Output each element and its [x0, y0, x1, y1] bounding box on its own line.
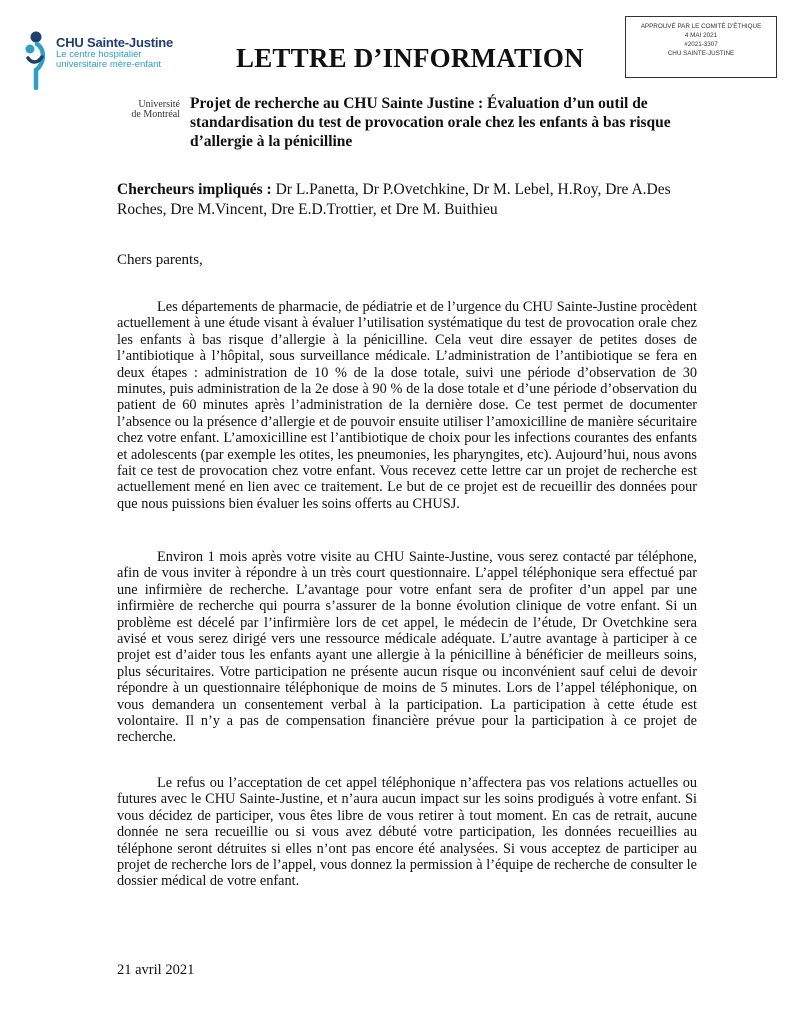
- stamp-line-institution: CHU SAINTE-JUSTINE: [667, 50, 735, 57]
- letter-paragraph-3: Le refus ou l’acceptation de cet appel téléphonique n’affectera pas vos relations actuelles ou futures avec le CHU Sainte-Justine, et n’aura aucun impact sur les soins prodigués à votre enfant. Si vous décidez de participer, vous êtes libre de vous retirer à tout moment. En cas de retrait, aucune donnée ne sera recueillie ou si vous avez débuté votre participation, les données recueillies au téléphone seront détruites si elles n’ont pas encore été analysées. Si vous acceptez de participer au projet de recherche lors de l’appel, vous donnez la permission à l’équipe de recherche de consulter le dossier médical de votre enfant.: [117, 775, 697, 890]
- letter-paragraph-2: Environ 1 mois après votre visite au CHU Sainte-Justine, vous serez contacté par téléphone, afin de vous inviter à répondre à un très court questionnaire. L’appel téléphonique sera effectué par une infirmière de recherche. L’avantage pour votre enfant sera de profiter d’un appel par une infirmière de recherche qui pourra s’assurer de la bonne évolution clinique de votre enfant. Si un problème est décelé par l’infirmière lors de cet appel, le médecin de l’étude, Dr Ovetchkine sera avisé et vous serez dirigé vers une ressource médicale adéquate. L’autre avantage à participer à ce projet est d’aider tous les enfants ayant une allergie à la pénicilline à bénéficier de meilleurs soins, plus sécuritaires. Votre participation ne présente aucun risque ou inconvénient sauf celui de devoir répondre à un questionnaire téléphonique de moins de 5 minutes. Lors de l’appel téléphonique, on vous demandera un consentement verbal à la participation. La participation à cette étude est volontaire. Il n’y a pas de compensation financière prévue pour la participation à ce projet de recherche.: [117, 549, 697, 746]
- stamp-line-approval: APPROUVÉ PAR LE COMITÉ D’ÉTHIQUE: [640, 23, 762, 30]
- letter-paragraph-1: Les départements de pharmacie, de pédiatrie et de l’urgence du CHU Sainte-Justine procèdent actuellement à une étude visant à évaluer l’utilisation systématique du test de provocation orale chez les enfants à bas risque d’allergie à la pénicilline. Cela veut dire essayer de petites doses de l’antibiotique à l’hôpital, sous surveillance médicale. L’administration de l’antibiotique se fera en deux étapes : administration de 10 % de la dose totale, suivi une période d’observation de 30 minutes, puis administration de la 2e dose à 90 % de la dose totale et d’une période d’observation du patient de 60 minutes après l’administration de la dernière dose. Ce test permet de documenter l’absence ou la présence d’allergie et de pouvoir ensuite utiliser l’amoxicilline de manière sécuritaire chez votre enfant. L’amoxicilline est l’antibiotique de choix pour les infections courantes des enfants et adolescents (par exemple les otites, les pneumonies, les pharyngites, etc). Aujourd’hui, nous avons fait ce test de provocation chez votre enfant. Vous recevez cette lettre car un projet de recherche est actuellement mené en lien avec ce traitement. Le but de ce projet est de recueillir des données pour que nous puissions bien évaluer les soins offerts au CHUSJ.: [117, 299, 697, 512]
- universite-de-montreal-logo: [112, 100, 180, 120]
- letter-greeting: Chers parents,: [117, 252, 203, 268]
- chu-logo-subtitle-2: universitaire mère-enfant: [56, 59, 162, 70]
- chu-logo-subtitle-1: Le centre hospitalier: [56, 49, 142, 60]
- chu-logo-mark-icon: [22, 30, 48, 90]
- researchers-label: Chercheurs impliqués :: [117, 181, 272, 198]
- ethics-approval-stamp: [625, 16, 777, 78]
- udem-line-1: Université: [138, 99, 180, 110]
- researchers-names: Dr L.Panetta, Dr P.Ovetchkine, Dr M. Lebel, H.Roy, Dre A.Des Roches, Dre M.Vincent, Dre E.D.Trottier, et Dre M. Buithieu: [117, 181, 671, 218]
- project-title: Projet de recherche au CHU Sainte Justine : Évaluation d’un outil de standardisation du test de provocation orale chez les enfants à bas risque d’allergie à la pénicilline: [190, 95, 671, 150]
- letter-date: 21 avril 2021: [117, 962, 195, 978]
- stamp-line-number: #2021-3307: [684, 41, 718, 48]
- udem-line-2: de Montréal: [131, 109, 180, 120]
- chu-logo-name: CHU Sainte-Justine: [56, 35, 174, 50]
- document-title: LETTRE D’INFORMATION: [236, 43, 584, 73]
- stamp-line-date: 4 MAI 2021: [684, 32, 718, 39]
- researchers-section: [117, 180, 697, 220]
- chu-sainte-justine-logo: [22, 30, 192, 90]
